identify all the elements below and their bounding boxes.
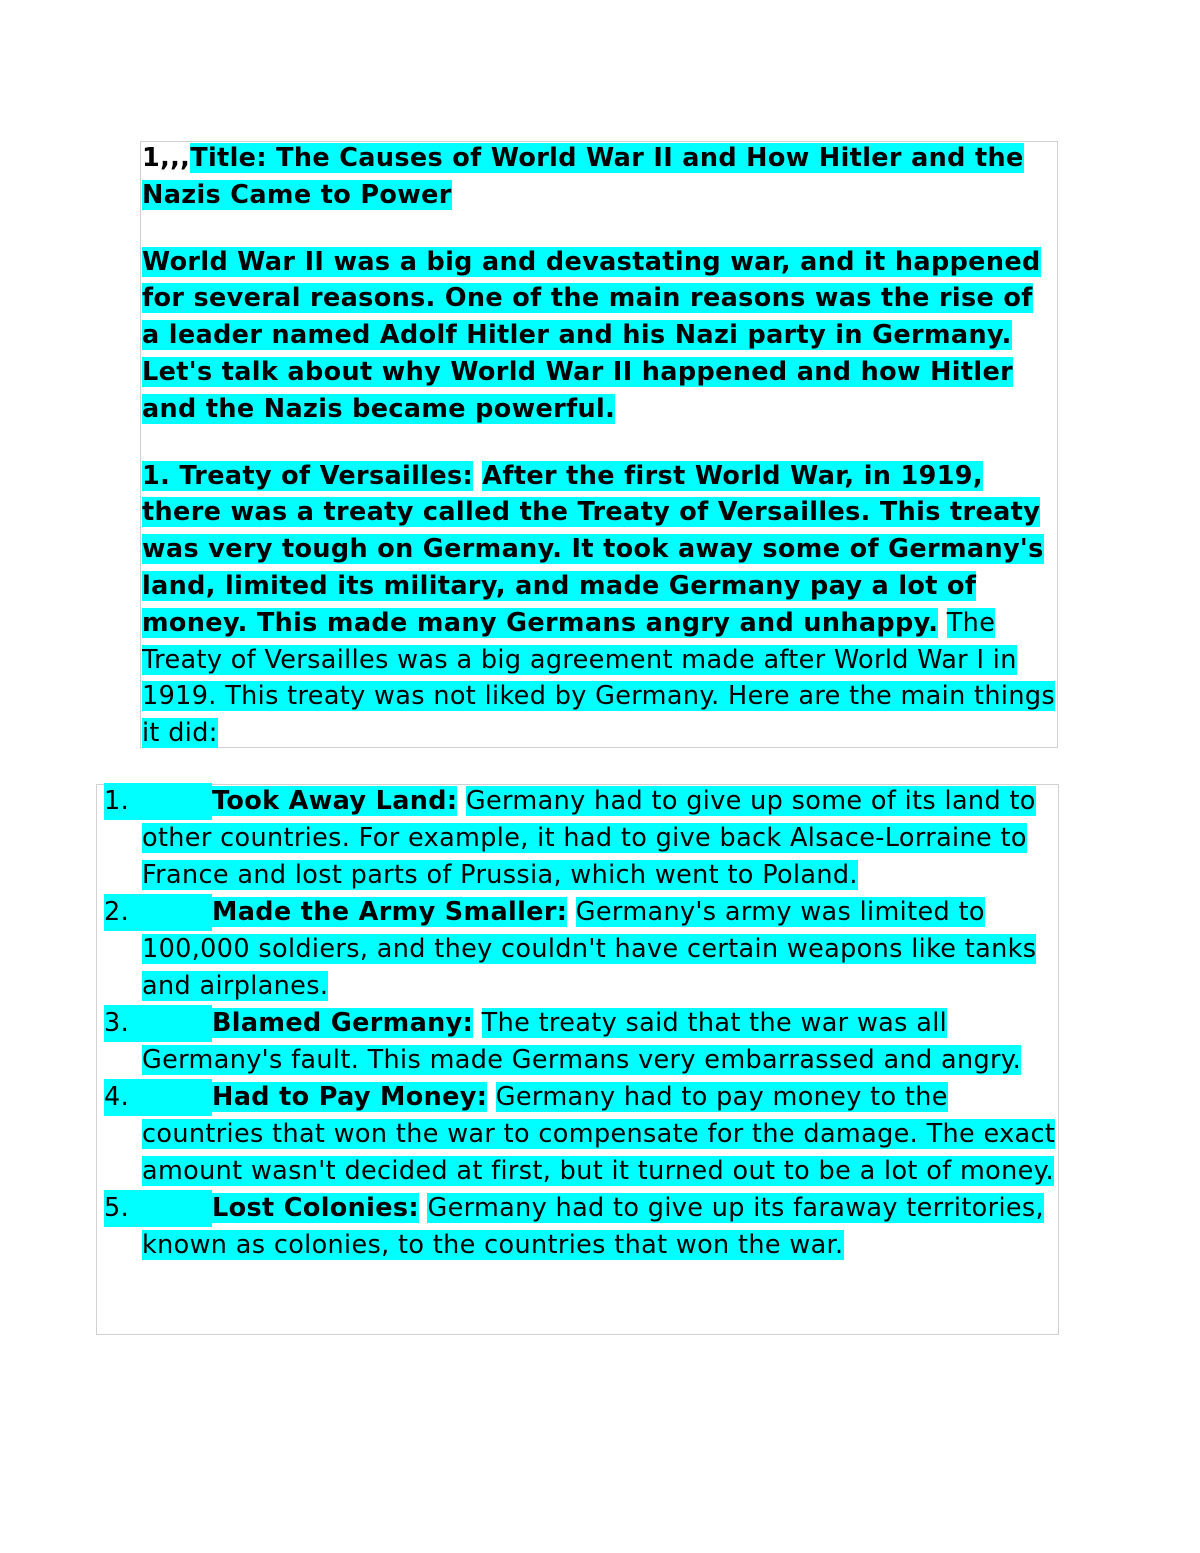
list-item [104, 1079, 1056, 1190]
list-item-number: 4. [104, 1079, 212, 1116]
list-item [104, 783, 1056, 894]
list-item-label: Blamed Germany: [212, 1008, 474, 1038]
section-normal-text: The Treaty of Versailles was a big agreement made after World War I in 1919. This treaty was not liked by Germany. Here are the main things it did: [142, 607, 1056, 749]
list-item-text: Germany's army was limited to 100,000 soldiers, and they couldn't have certain weapons like tanks and airplanes. [142, 897, 1037, 1001]
list-item-text: The treaty said that the war was all Germany's fault. This made Germans very embarrassed and angry. [142, 1008, 1022, 1075]
list-item-number: 3. [104, 1005, 212, 1042]
list-item-text: Germany had to pay money to the countries that won the war to compensate for the damage. The exact amount wasn't decided at first, but it turned out to be a lot of money. [142, 1082, 1056, 1186]
intro-paragraph-text: World War II was a big and devastating war, and it happened for several reasons. One of the main reasons was the rise of a leader named Adolf Hitler and his Nazi party in Germany. Let's talk about why World War II happened and how Hitler and the Nazis became powerful. [142, 246, 1041, 424]
list-item-label: Lost Colonies: [212, 1193, 419, 1223]
list-item-label: Took Away Land: [212, 786, 458, 816]
list-item-text: Germany had to give up some of its land to other countries. For example, it had to give back Alsace-Lorraine to France and lost parts of Prussia, which went to Poland. [142, 786, 1036, 890]
section-treaty-paragraph [142, 458, 1057, 752]
list-item-text: Germany had to give up its faraway territories, known as colonies, to the countries that won the war. [142, 1193, 1045, 1260]
section-bold-text: After the first World War, in 1919, there was a treaty called the Treaty of Versailles. This treaty was very tough on Germany. It took away some of Germany's land, limited its military, and made Germany pay a lot of money. This made many Germans angry and unhappy. [142, 460, 1044, 638]
intro-paragraph [142, 244, 1057, 428]
list-item-number: 2. [104, 894, 212, 931]
list-item-number: 1. [104, 783, 212, 820]
section-heading: 1. Treaty of Versailles: [142, 460, 474, 491]
list-item-number: 5. [104, 1190, 212, 1227]
list-item [104, 894, 1056, 1005]
treaty-effects-list [104, 783, 1056, 1264]
document-title [142, 140, 1057, 214]
intro-section [142, 140, 1057, 752]
list-item-label: Made the Army Smaller: [212, 897, 568, 927]
list-item-label: Had to Pay Money: [212, 1082, 488, 1112]
title-text: Title: The Causes of World War II and How Hitler and the Nazis Came to Power [142, 143, 1024, 210]
list-item [104, 1190, 1056, 1264]
list-item [104, 1005, 1056, 1079]
title-prefix: 1,,, [142, 143, 191, 173]
